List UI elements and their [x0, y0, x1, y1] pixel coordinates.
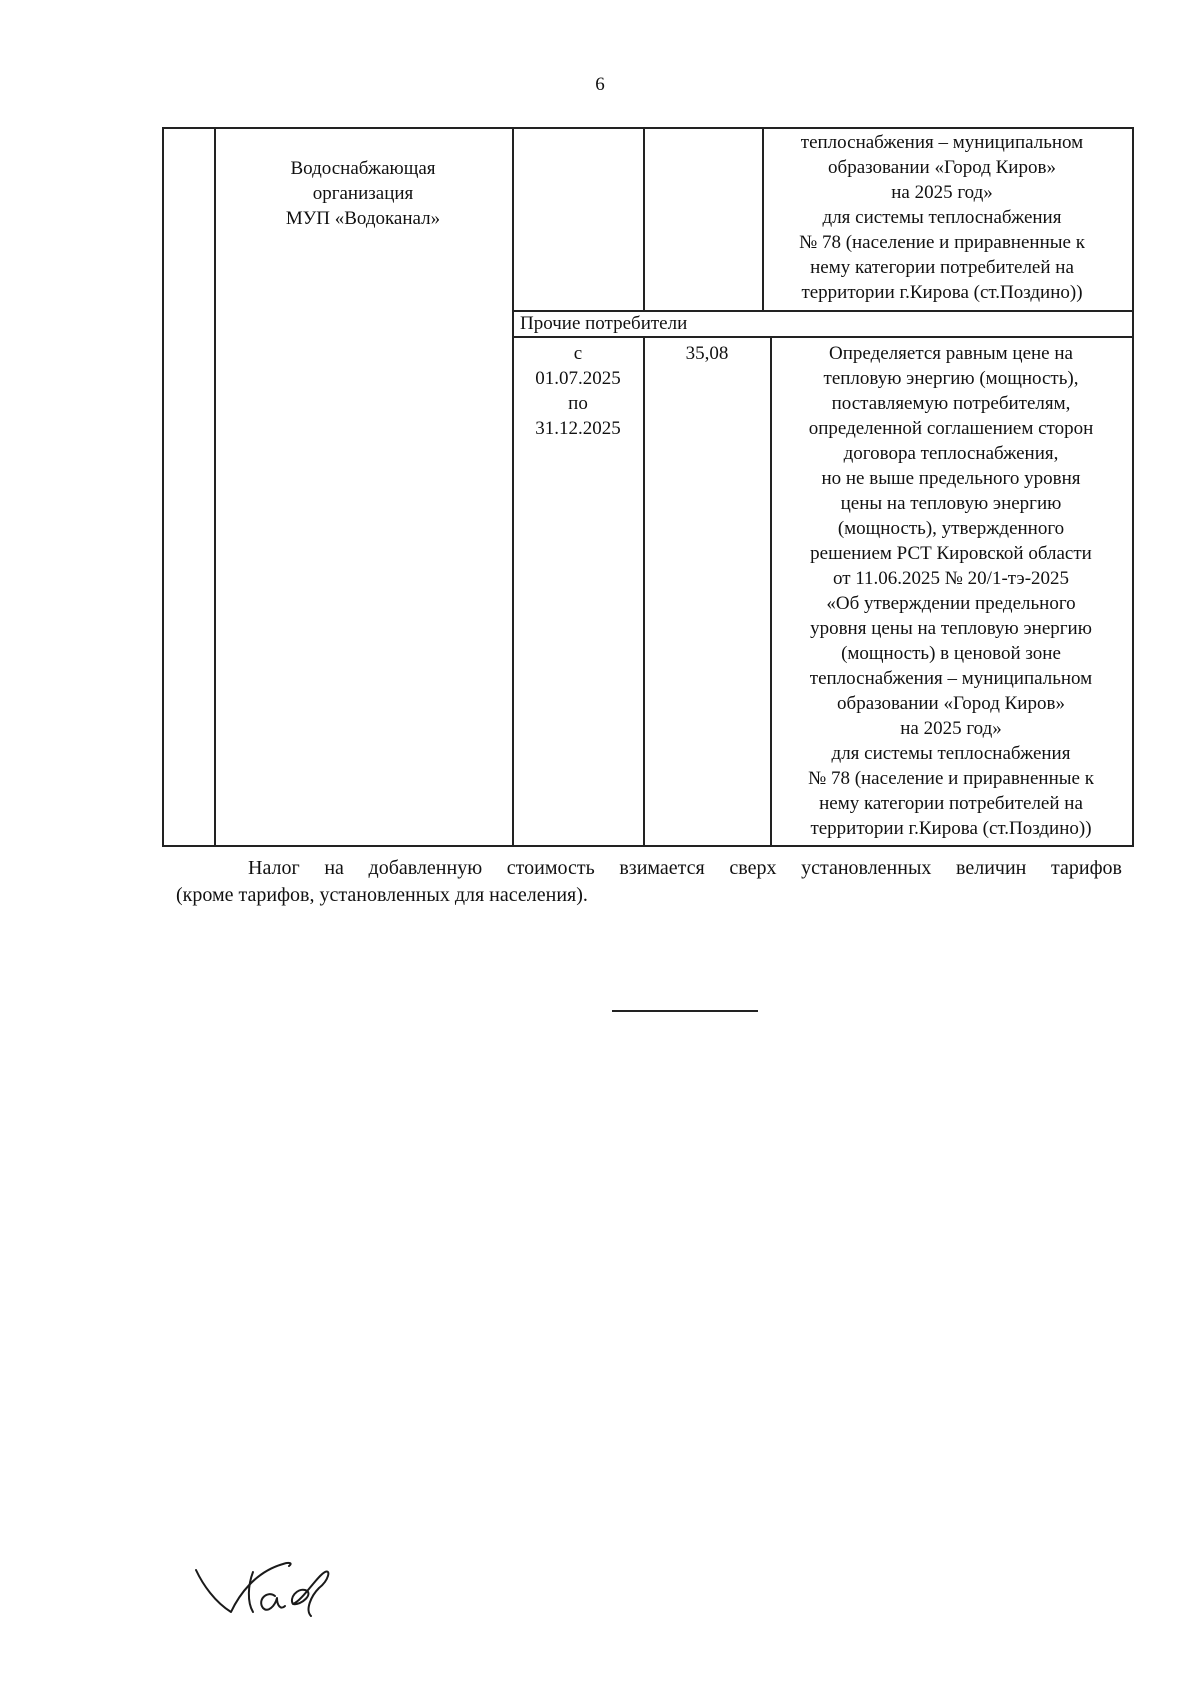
condition-line: но не выше предельного уровня — [821, 468, 1081, 489]
condition-line: территории г.Кирова (ст.Поздино)) — [810, 818, 1092, 839]
validity-period-cell — [512, 341, 644, 441]
condition-line: образовании «Город Киров» — [837, 693, 1065, 714]
condition-line: Определяется равным цене на — [829, 343, 1073, 364]
organization-line: организация — [312, 183, 414, 204]
top-conditions-cell — [762, 130, 1122, 305]
condition-line: тепловую энергию (мощность), — [823, 368, 1079, 389]
table-bottom-border — [162, 845, 1134, 847]
condition-line: от 11.06.2025 № 20/1-тэ-2025 — [832, 568, 1070, 589]
condition-line: для системы теплоснабжения — [831, 743, 1071, 764]
condition-line: «Об утверждении предельного — [826, 593, 1076, 614]
period-line: 01.07.2025 — [535, 368, 621, 389]
organization-line: Водоснабжающая — [290, 158, 436, 179]
period-column-divider-top — [643, 127, 645, 311]
vat-note — [176, 855, 1122, 909]
condition-line: территории г.Кирова (ст.Поздино)) — [801, 282, 1083, 303]
condition-line: образовании «Город Киров» — [828, 157, 1056, 178]
period-line: по — [568, 393, 588, 414]
condition-line: цены на тепловую энергию — [840, 493, 1062, 514]
table-left-border — [162, 127, 164, 847]
condition-line: поставляемую потребителям, — [831, 393, 1071, 414]
vat-note-line: (кроме тарифов, установленных для населения). — [176, 884, 588, 906]
condition-line: теплоснабжения – муниципальном — [809, 668, 1093, 689]
organization-line: МУП «Водоканал» — [285, 208, 441, 229]
condition-line: теплоснабжения – муниципальном — [800, 132, 1084, 153]
condition-line: нему категории потребителей на — [819, 793, 1083, 814]
organization-column-divider — [512, 127, 514, 847]
condition-line: № 78 (население и приравненные к — [799, 232, 1085, 253]
end-of-document-rule — [612, 1010, 758, 1012]
condition-line: на 2025 год» — [891, 182, 993, 203]
vat-note-line: Налог на добавленную стоимость взимается сверх установленных величин тарифов — [248, 857, 1122, 879]
handwritten-signature — [193, 1560, 335, 1622]
other-consumers-subheader: Прочие потребители — [520, 313, 688, 334]
condition-line: для системы теплоснабжения — [822, 207, 1062, 228]
tariff-value-cell: 35,08 — [685, 343, 729, 364]
condition-line: № 78 (население и приравненные к — [808, 768, 1094, 789]
table-right-border — [1132, 127, 1134, 847]
condition-line: решением РСТ Кировской области — [810, 543, 1092, 564]
condition-line: (мощность), утвержденного — [837, 518, 1065, 539]
condition-line: определенной соглашением сторон — [808, 418, 1094, 439]
condition-line: уровня цены на тепловую энергию — [810, 618, 1092, 639]
condition-line: нему категории потребителей на — [810, 257, 1074, 278]
condition-line: на 2025 год» — [900, 718, 1002, 739]
bottom-conditions-cell — [770, 341, 1132, 841]
subheader-bottom-border — [512, 336, 1134, 338]
organization-cell — [214, 156, 512, 231]
period-line: 31.12.2025 — [535, 418, 621, 439]
number-column-divider — [214, 127, 216, 847]
condition-line: (мощность) в ценовой зоне — [841, 643, 1061, 664]
condition-line: договора теплоснабжения, — [843, 443, 1059, 464]
page-number: 6 — [595, 74, 605, 95]
table-top-border — [162, 127, 1134, 129]
period-line: с — [573, 343, 583, 364]
